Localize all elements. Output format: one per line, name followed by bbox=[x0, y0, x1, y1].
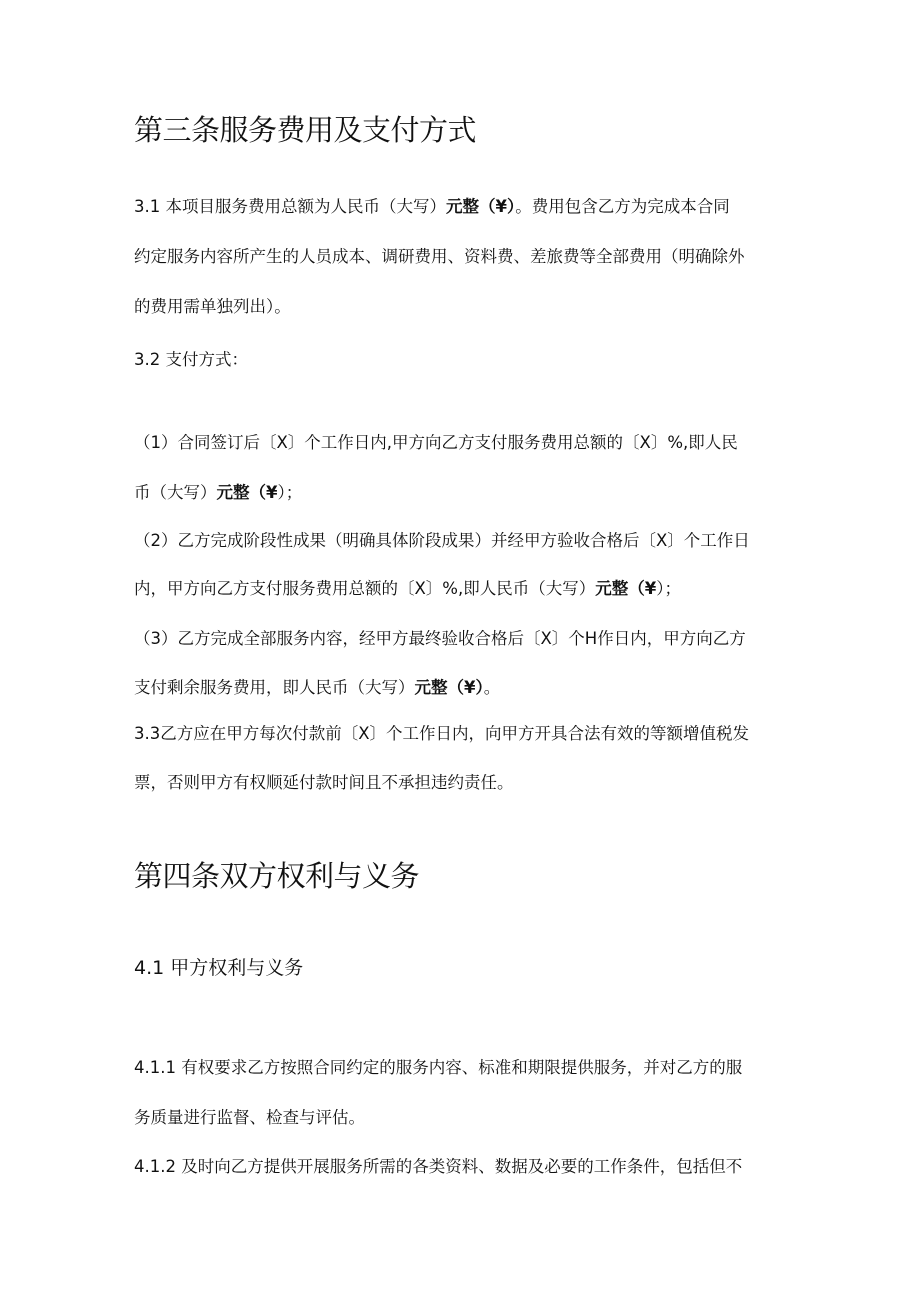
clause-4-1-2-line-1: 4.1.2 及时向乙方提供开展服务所需的各类资料、数据及必要的工作条件，包括但不 bbox=[134, 1157, 743, 1176]
clause-3-1-amount: 元整（¥） bbox=[446, 197, 516, 216]
clause-4-1-1-line-2: 务质量进行监督、检查与评估。 bbox=[134, 1108, 365, 1127]
clause-3-1-text: 3.1 本项目服务费用总额为人民币（大写） bbox=[134, 197, 446, 216]
payment-2-line-1: （2）乙方完成阶段性成果（明确具体阶段成果）并经甲方验收合格后〔X〕个工作日 bbox=[134, 531, 750, 550]
payment-1-amount: 元整（¥ bbox=[216, 483, 278, 502]
payment-1-line-2 bbox=[134, 481, 302, 505]
clause-3-2: 3.2 支付方式： bbox=[134, 350, 248, 369]
payment-2-end: ）； bbox=[656, 579, 681, 598]
clause-3-1-line-1 bbox=[134, 195, 730, 219]
payment-2-amount: 元整（¥ bbox=[595, 579, 657, 598]
clause-3-3-line-2: 票，否则甲方有权顺延付款时间且不承担违约责任。 bbox=[134, 773, 514, 792]
payment-3-line-2 bbox=[134, 676, 500, 700]
payment-3-amount: 元整（¥） bbox=[414, 678, 484, 697]
section-4-1-heading: 4.1 甲方权利与义务 bbox=[134, 957, 304, 979]
payment-2-line-2 bbox=[134, 577, 681, 601]
payment-1-line-1: （1）合同签订后〔X〕个工作日内,甲方向乙方支付服务费用总额的〔X〕%,即人民 bbox=[134, 433, 738, 452]
payment-1-end: ）； bbox=[277, 483, 303, 502]
payment-3-line-1: （3）乙方完成全部服务内容，经甲方最终验收合格后〔X〕个H作日内，甲方向乙方 bbox=[134, 629, 746, 648]
article-3-title: 第三条服务费用及支付方式 bbox=[134, 113, 477, 147]
clause-3-1-line-3: 的费用需单独列出）。 bbox=[134, 297, 291, 316]
article-4-title: 第四条双方权利与义务 bbox=[134, 859, 420, 893]
clause-4-1-1-line-1: 4.1.1 有权要求乙方按照合同约定的服务内容、标准和期限提供服务，并对乙方的服 bbox=[134, 1058, 743, 1077]
payment-2-text: 内，甲方向乙方支付服务费用总额的〔X〕%,即人民币（大写） bbox=[134, 579, 596, 598]
payment-3-text: 支付剩余服务费用，即人民币（大写） bbox=[134, 678, 415, 697]
payment-3-end: 。 bbox=[483, 678, 501, 697]
clause-3-3-line-1: 3.3乙方应在甲方每次付款前〔X〕个工作日内，向甲方开具合法有效的等额增值税发 bbox=[134, 724, 750, 743]
clause-3-1-text-cont: 。费用包含乙方为完成本合同 bbox=[515, 197, 730, 216]
clause-3-1-line-2: 约定服务内容所产生的人员成本、调研费用、资料费、差旅费等全部费用（明确除外 bbox=[134, 247, 745, 266]
payment-1-text: 币（大写） bbox=[134, 483, 217, 502]
